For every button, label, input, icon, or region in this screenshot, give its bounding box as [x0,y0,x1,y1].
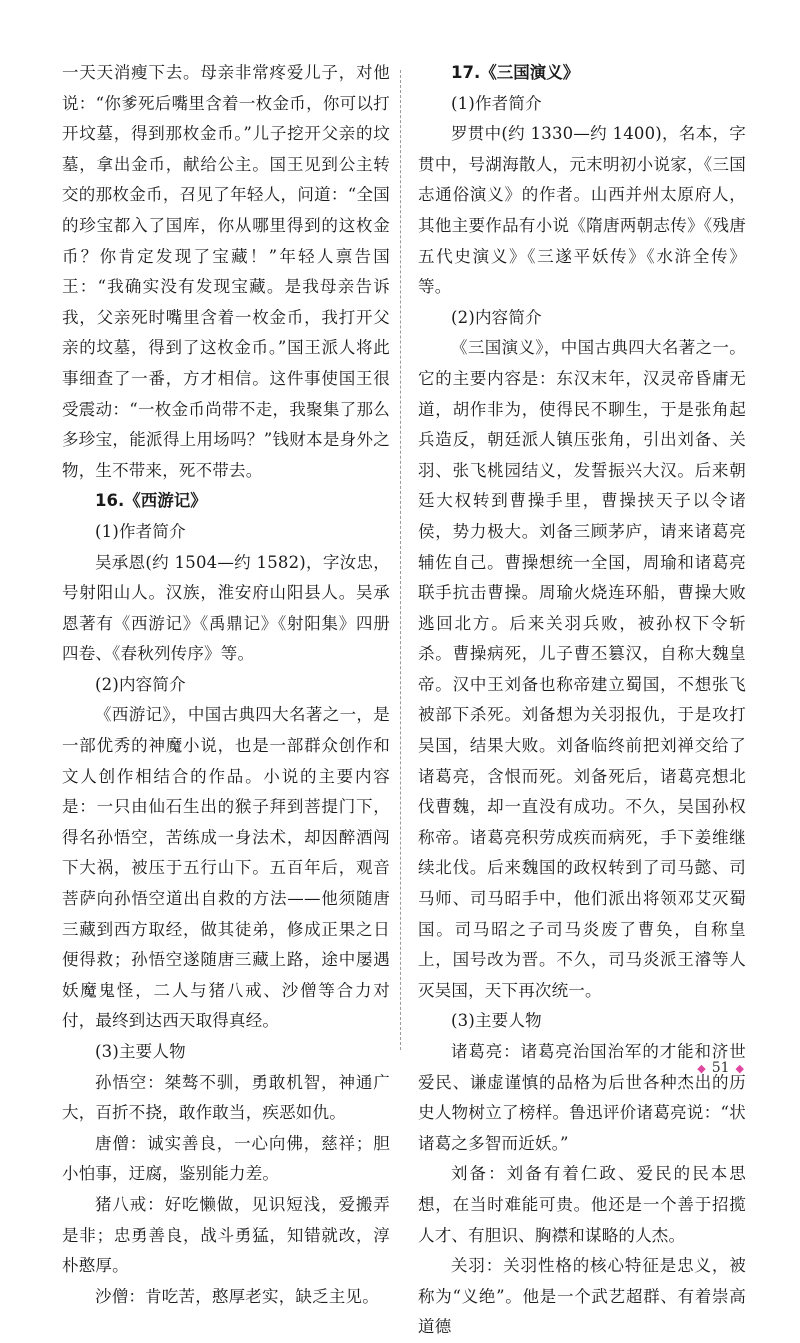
right-column [418,58,746,1343]
paragraph-shaseng: 沙僧：肯吃苦，憨厚老实，缺乏主见。 [95,1286,379,1306]
paragraph-continued: 一天天消瘦下去。母亲非常疼爱儿子，对他说：“你爹死后嘴里含着一枚金币，你可以打开坟墓，得到那枚金币。”儿子挖开父亲的坟墓，拿出金币，献给公主。国王见到公主转交的那枚金币，召见了年轻人，问道：“全国的珍宝都入了国库，你从哪里得到的这枚金币？你肯定发现了宝藏！”年轻人禀告国王：“我确实没有发现宝藏。是我母亲告诉我，父亲死时嘴里含着一枚金币，我打开父亲的坟墓，得到了这枚金币。”国王派人将此事细查了一番，方才相信。这件事使国王很受震动：“一枚金币尚带不走，我聚集了那么多珍宝，能派得上用场吗？”钱财本是身外之物，生不带来，死不带去。 [62,63,390,480]
paragraph-liubei: 刘备：刘备有着仁政、爱民的民本思想，在当时难能可贵。他还是一个善于招揽人才、有胆识、胸襟和谋略的人杰。 [418,1164,746,1245]
subheading-content-17: (2)内容简介 [451,307,542,327]
column-divider [400,70,401,1050]
diamond-icon: ◆ [697,1062,706,1075]
subheading-author-16: (1)作者简介 [95,521,186,541]
paragraph-wukong: 孙悟空：桀骜不驯，勇敢机智，神通广大，百折不挠，敢作敢当，疾恶如仇。 [62,1072,390,1123]
diamond-icon: ◆ [735,1062,744,1075]
subheading-content-16: (2)内容简介 [95,674,186,694]
section-heading-17: 17.《三国演义》 [451,63,580,82]
paragraph-author-16: 吴承恩(约 1504—约 1582)，字汝忠，号射阳山人。汉族，淮安府山阳县人。吴承恩著有《西游记》《禹鼎记》《射阳集》四册四卷、《春秋列传序》等。 [62,552,390,664]
paragraph-tangseng: 唐僧：诚实善良，一心向佛，慈祥；胆小怕事，迂腐，鉴别能力差。 [62,1133,390,1184]
paragraph-content-17: 《三国演义》，中国古典四大名著之一。它的主要内容是：东汉末年，汉灵帝昏庸无道，胡作非为，使得民不聊生，于是张角起兵造反，朝廷派人镇压张角，引出刘备、关羽、张飞桃园结义，发誓振兴大汉。后来朝廷大权转到曹操手里，曹操挟天子以令诸侯，势力极大。刘备三顾茅庐，请来诸葛亮辅佐自己。曹操想统一全国，周瑜和诸葛亮联手抗击曹操。周瑜火烧连环船，曹操大败逃回北方。后来关羽兵败，被孙权下令斩杀。曹操病死，儿子曹丕篡汉，自称大魏皇帝。汉中王刘备也称帝建立蜀国，不想张飞被部下杀死。刘备想为关羽报仇，于是攻打吴国，结果大败。刘备临终前把刘禅交给了诸葛亮，含恨而死。刘备死后，诸葛亮想北伐曹魏，却一直没有成功。不久，吴国孙权称帝。诸葛亮积劳成疾而病死，手下姜维继续北伐。后来魏国的政权转到了司马懿、司马师、司马昭手中，他们派出将领邓艾灭蜀国。司马昭之子司马炎废了曹奂，自称皇上，国号改为晋。不久，司马炎派王濬等人灭吴国，天下再次统一。 [418,338,746,1000]
paragraph-author-17: 罗贯中(约 1330—约 1400)，名本，字贯中，号湖海散人，元末明初小说家，《三国志通俗演义》的作者。山西并州太原府人，其他主要作品有小说《隋唐两朝志传》《残唐五代史演义》《三遂平妖传》《水浒全传》等。 [418,124,746,297]
paragraph-bajie: 猪八戒：好吃懒做，见识短浅，爱搬弄是非；忠勇善良，战斗勇猛，知错就改，淳朴憨厚。 [62,1194,390,1276]
paragraph-zhuge: 诸葛亮：诸葛亮治国治军的才能和济世爱民、谦虚谨慎的品格为后世各种杰出的历史人物树立了榜样。鲁迅评价诸葛亮说：“状诸葛之多智而近妖。” [418,1042,746,1153]
subheading-characters-16: (3)主要人物 [95,1042,186,1061]
left-column [62,58,390,1312]
subheading-characters-17: (3)主要人物 [451,1011,542,1031]
section-heading-16: 16.《西游记》 [95,491,207,511]
subheading-author-17: (1)作者简介 [451,93,542,113]
paragraph-content-16: 《西游记》，中国古典四大名著之一，是一部优秀的神魔小说，也是一部群众创作和文人创作相结合的作品。小说的主要内容是：一只由仙石生出的猴子拜到菩提门下，得名孙悟空，苦练成一身法术，却因醉酒闯下大祸，被压于五行山下。五百年后，观音菩萨向孙悟空道出自救的方法——他须随唐三藏到西方取经，做其徒弟，修成正果之日便得救；孙悟空遂随唐三藏上路，途中屡遇妖魔鬼怪，二人与猪八戒、沙僧等合力对付，最终到达西天取得真经。 [62,705,390,1031]
paragraph-guanyu: 关羽：关羽性格的核心特征是忠义，被称为“义绝”。他是一个武艺超群、有着崇高道德 [418,1256,746,1337]
page-footer [691,1060,750,1076]
page-number: 51 [711,1060,730,1076]
